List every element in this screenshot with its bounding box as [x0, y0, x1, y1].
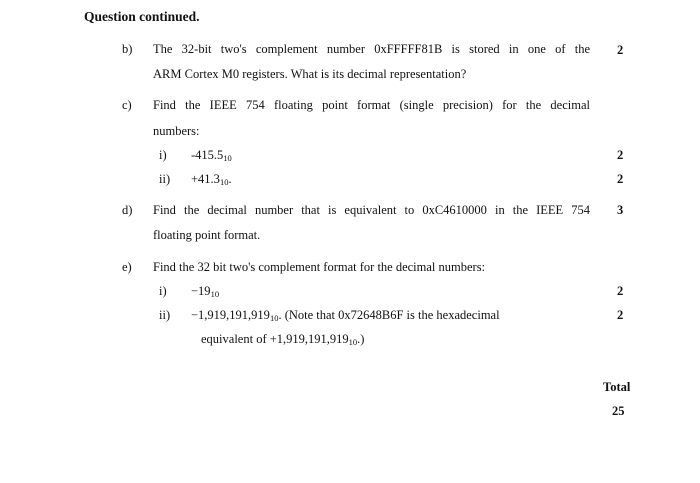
part-c-line-2: numbers:	[153, 124, 200, 138]
part-e-label: e)	[122, 260, 132, 274]
part-c-i-marks: 2	[617, 148, 624, 162]
part-c-ii-value: $+41.3_{10}$.	[191, 172, 232, 187]
part-b-line-2: ARM Cortex M0 registers. What is its decimal representation?	[153, 67, 467, 81]
part-e-ii-line-1: $-1,919,191,919_{10}$. (Note that 0x72648B6F is the hexadecimal	[191, 308, 500, 323]
part-b-label: b)	[122, 42, 133, 56]
part-c-ii-label: ii)	[159, 172, 171, 186]
part-c-i-label: i)	[159, 148, 167, 162]
part-b-line-1: The 32-bit two's complement number 0xFFFFF81B is stored in one of the	[153, 42, 590, 56]
part-e-i-label: i)	[159, 284, 167, 298]
total-value: 25	[612, 404, 625, 418]
part-d-line-1: Find the decimal number that is equivalent to 0xC4610000 in the IEEE 754	[153, 203, 590, 217]
part-c-i-value: $-415.5_{10}$	[191, 148, 232, 163]
part-e-line-1: Find the 32 bit two's complement format for the decimal numbers:	[153, 260, 486, 274]
part-e-ii-marks: 2	[617, 308, 624, 322]
total-label: Total	[603, 380, 631, 394]
part-d-line-2: floating point format.	[153, 228, 261, 242]
part-c-label: c)	[122, 98, 132, 112]
part-e-ii-label: ii)	[159, 308, 171, 322]
part-e-ii-line-2: equivalent of $+1,919,191,919_{10}$.)	[201, 332, 365, 347]
part-d-marks: 3	[617, 203, 624, 217]
part-d-label: d)	[122, 203, 133, 217]
part-b-marks: 2	[617, 43, 624, 57]
part-e-i-marks: 2	[617, 284, 624, 298]
part-c-ii-marks: 2	[617, 172, 624, 186]
part-e-i-value: $-19_{10}$	[191, 284, 220, 299]
page-title: Question continued.	[84, 9, 200, 24]
part-c-line-1: Find the IEEE 754 floating point format (single precision) for the decimal	[153, 98, 590, 112]
